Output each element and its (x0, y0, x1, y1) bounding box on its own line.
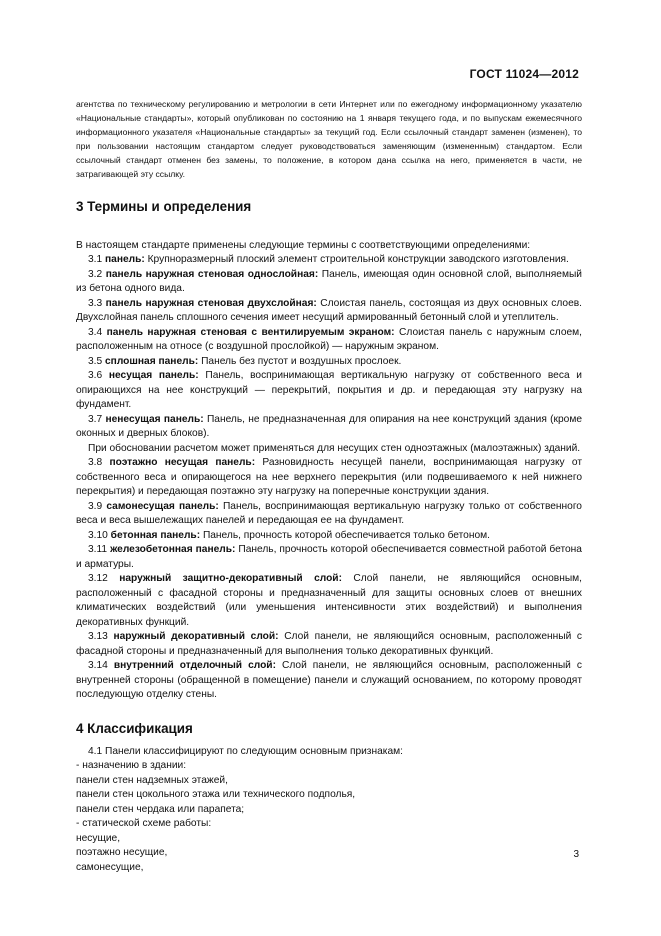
term-number: 3.1 (88, 254, 103, 265)
section-3-lead (76, 224, 582, 253)
term-definition (76, 543, 582, 572)
document-code-header: ГОСТ 11024—2012 (469, 67, 579, 81)
classification-line: 4.1 Панели классифицируют по следующим основным признакам: (88, 745, 403, 757)
term-text: Разновидность несущей панели, воспринимающая нагрузку от собственного веса и опирающегося на нее верхнего перекрытия (или подвешиваемого к ней нижнего перекрытия) и передающая поэтажно эту нагрузку на поперечные конструкции здания. (76, 457, 583, 497)
term-text: Слой панели, не являющийся основным, расположенный с фасадной стороны и предназначенный для защиты основных слоев от внешних климатических воздействий (или уменьшения интенсивности этих воздействий) и выполнения декоративных функций. (76, 573, 582, 628)
term-name: ненесущая панель: (105, 413, 204, 425)
term-number: 3.14 (88, 660, 108, 671)
term-number: 3.7 (88, 413, 103, 425)
term-text: Панель, прочность которой обеспечивается только бетоном. (202, 529, 490, 541)
term-text: Панель, имеющая один основной слой, выполняемый из бетона одного вида. (76, 268, 582, 294)
term-text: Слоистая панель с наружным слоем, расположенным на относе (с воздушной прослойкой) — наружным экраном. (76, 326, 582, 352)
term-name: несущая панель: (108, 370, 199, 381)
term-text: Панель, воспринимающая вертикальную нагрузку от собственного веса и опирающихся на нее конструкций — перекрытий, покрытия и др. и передающая эту нагрузку на фундамент. (76, 370, 582, 410)
term-text: Панель, воспринимающая вертикальную нагрузку только от собственного веса и веса вышележащих панелей и передающая ее на фундамент. (76, 500, 582, 526)
page-number: 3 (573, 849, 579, 860)
term-definition (76, 297, 582, 326)
term-number: 3.6 (88, 370, 103, 381)
classification-list (76, 745, 582, 876)
terms-list (76, 253, 582, 703)
term-name: панель наружная стеновая однослойная: (105, 268, 319, 280)
term-text: Слой панели, не являющийся основным, расположенный с фасадной стороны и предназначенный для выполнения только декоративных функций. (76, 631, 582, 657)
term-text: Крупноразмерный плоский элемент строительной конструкции заводского изготовления. (147, 254, 569, 265)
term-definition (76, 253, 582, 268)
classification-line: панели стен цокольного этажа или технического подполья, (76, 789, 356, 800)
term-name: панель наружная стеновая двухслойная: (105, 297, 317, 309)
classification-line: несущие, (76, 832, 121, 844)
intro-paragraph: агентства по техническому регулированию и метрологии в сети Интернет или по ежегодному информационному указателю «Национальные стандарты», который опубликован по состоянию на 1 января текущего года, и по выпускам ежемесячного информационного указателя «Национальные стандарты» за текущий год. Если ссылочный стандарт заменен (изменен), то при пользовании настоящим стандартом следует руководствоваться заменяющим (измененным) стандартом. Если ссылочный стандарт отменен без замены, то положение, в котором дана ссылка на него, применяется в части, не затрагивающей эту ссылку. (76, 99, 582, 179)
term-name: панель наружная стеновая с вентилируемым экраном: (106, 326, 395, 338)
term-text: Панель без пустот и воздушных прослоек. (201, 355, 402, 367)
term-text: Слоистая панель, состоящая из двух основных слоев. Двухслойная панель сплошного сечения имеет несущий армированный бетонный слой и утеплитель. (76, 297, 582, 323)
term-definition (76, 355, 582, 370)
classification-line: самонесущие, (76, 861, 144, 873)
term-name: наружный защитно-декоративный слой: (119, 573, 342, 584)
section-4-heading: 4 Классификация (76, 720, 193, 736)
classification-line: панели стен чердака или парапета; (76, 803, 245, 815)
term-definition (76, 659, 582, 703)
term-definition (76, 268, 582, 297)
classification-line: - назначению в здании: (76, 760, 187, 771)
term-name: наружный декоративный слой: (113, 631, 279, 642)
term-name: внутренний отделочный слой: (113, 660, 276, 671)
term-definition (76, 413, 582, 442)
page-content (76, 97, 582, 875)
term-number: 3.13 (88, 631, 108, 642)
term-name: железобетонная панель: (110, 544, 236, 555)
term-name: самонесущая панель: (106, 500, 219, 512)
classification-line: поэтажно несущие, (76, 847, 168, 858)
term-number: 3.10 (88, 529, 108, 541)
term-definition (76, 369, 582, 413)
term-definition (76, 326, 582, 355)
term-number: 3.2 (88, 268, 103, 280)
term-definition (76, 500, 582, 529)
term-number: 3.3 (88, 297, 103, 309)
classification-line: - статической схеме работы: (76, 818, 212, 829)
term-text: Панель, не предназначенная для опирания на нее конструкций здания (кроме оконных и дверных блоков). (76, 413, 582, 439)
term-number: 3.4 (88, 326, 103, 338)
term-text: При обосновании расчетом может применяться для несущих стен одноэтажных (малоэтажных) зданий. (88, 442, 581, 454)
term-text: Слой панели, не являющийся основным, расположенный с внутренней стороны (обращенной в помещение) панели и служащий основанием, по которому проводят последующую отделку стены. (76, 660, 582, 700)
classification-line: панели стен надземных этажей, (76, 774, 228, 786)
term-number: 3.5 (88, 355, 103, 367)
term-name: поэтажно несущая панель: (109, 457, 256, 468)
term-number: 3.8 (88, 457, 103, 468)
term-definition (76, 572, 582, 630)
term-text: Панель, прочность которой обеспечивается совместной работой бетона и арматуры. (76, 544, 582, 570)
term-name: сплошная панель: (105, 355, 199, 367)
term-definition (76, 630, 582, 659)
term-name: бетонная панель: (110, 529, 201, 541)
section-3-heading: 3 Термины и определения (76, 199, 252, 214)
section-3-lead-text: В настоящем стандарте применены следующие термины с соответствующими определениями: (76, 239, 531, 251)
term-number: 3.9 (88, 500, 103, 512)
term-number: 3.11 (88, 544, 108, 555)
term-name: панель: (105, 254, 145, 265)
term-definition (76, 456, 582, 500)
term-definition (76, 442, 582, 457)
term-definition (76, 529, 582, 544)
term-number: 3.12 (88, 573, 108, 584)
